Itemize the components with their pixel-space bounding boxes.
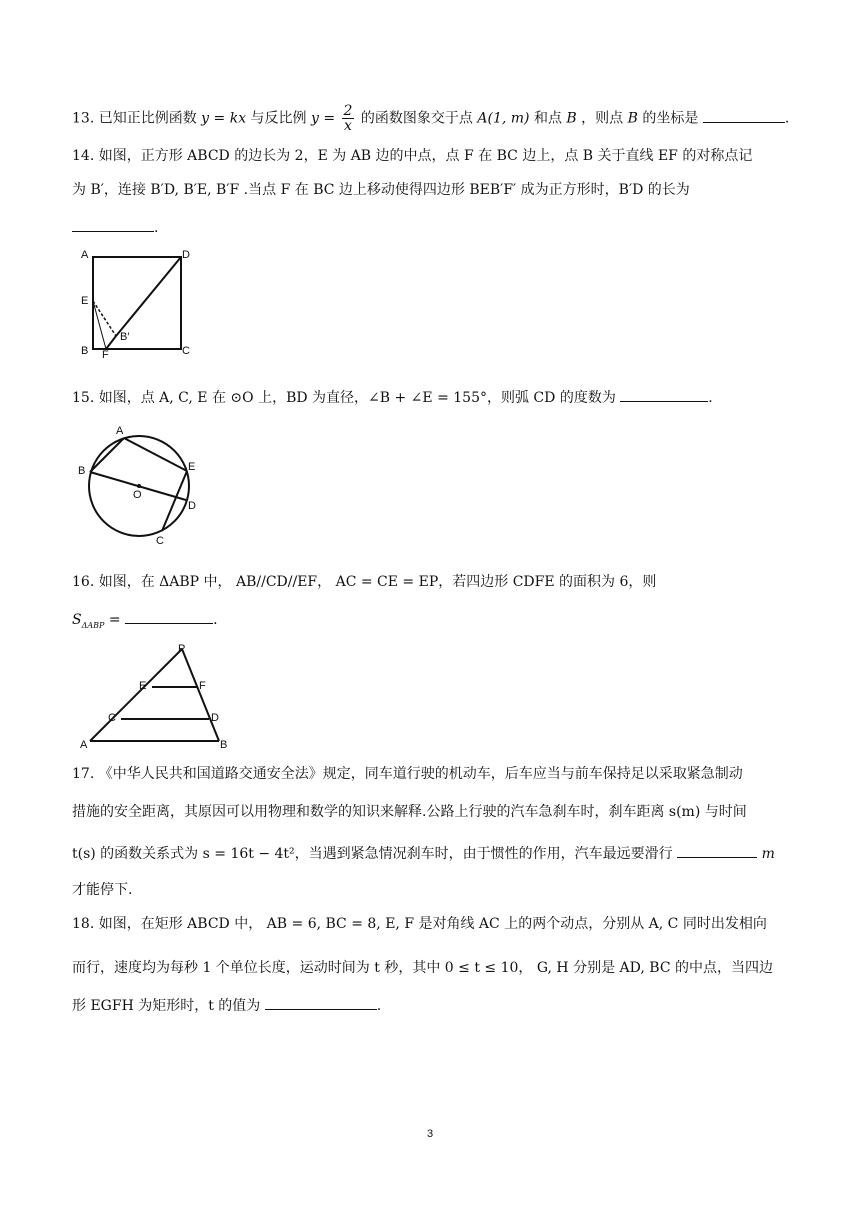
label-c: C — [156, 535, 164, 546]
question-15: 15. 如图，点 A, C, E 在 ⊙O 上，BD 为直径，∠B + ∠E = 155°，则弧 CD 的度数为 . — [72, 390, 713, 406]
label-a: A — [81, 249, 89, 261]
label-d: D — [188, 500, 196, 512]
label-f: F — [199, 680, 206, 692]
answer-blank[interactable] — [677, 845, 757, 858]
label-b: B — [78, 465, 86, 477]
question-number: 13. — [72, 110, 95, 127]
label-d: D — [211, 712, 219, 724]
label-e: E — [81, 295, 89, 307]
label-a: A — [80, 739, 88, 751]
label-a: A — [116, 425, 124, 437]
question-number: 15. — [72, 390, 95, 406]
label-d: D — [182, 249, 190, 261]
label-o: O — [133, 489, 142, 501]
question-17-line-4: 才能停下. — [72, 882, 133, 898]
question-number: 14. — [72, 148, 95, 164]
label-f: F — [102, 349, 109, 360]
label-b: B — [81, 345, 89, 357]
question-13: 13. 已知正比例函数 y = kx 与反比例 y = $\frac{2}{x}$ 的函数图象交于点 A(1, m) 和点 B ，则点 B 的坐标是 . — [72, 103, 790, 134]
question-number: 18. — [72, 916, 95, 932]
answer-blank[interactable] — [265, 997, 377, 1010]
question-18-line-2: 而行，速度均为每秒 1 个单位长度，运动时间为 t 秒，其中 0 ≤ t ≤ 10， G, H 分别是 AD, BC 的中点，当四边 — [72, 960, 773, 976]
label-b-prime: B′ — [120, 331, 130, 343]
question-number: 16. — [72, 574, 95, 590]
fraction: $\frac{2}{x}$ — [343, 103, 353, 134]
question-number: 17. — [72, 766, 95, 782]
question-18-line-3: 形 EGFH 为矩形时，t 的值为 . — [72, 998, 382, 1014]
label-e: E — [188, 461, 196, 473]
label-c: C — [108, 712, 116, 724]
label-p: P — [178, 643, 186, 655]
figure-square-abcd — [76, 244, 196, 360]
answer-blank[interactable] — [125, 611, 213, 624]
question-16-line-2: $S_{\Delta ABP}$ = . — [72, 612, 218, 630]
question-17-line-1: 17. 《中华人民共和国道路交通安全法》规定，同车道行驶的机动车，后车应当与前车保持足以采取紧急制动 — [72, 766, 743, 782]
label-c: C — [182, 345, 190, 357]
question-16-line-1: 16. 如图，在 ΔABP 中， AB//CD//EF， AC = CE = EP，若四边形 CDFE 的面积为 6，则 — [72, 574, 657, 590]
answer-blank[interactable] — [72, 219, 154, 232]
question-14-line-2: 为 B′，连接 B′D, B′E, B′F .当点 F 在 BC 边上移动使得四边形 BEB′F′ 成为正方形时，B′D 的长为 — [72, 182, 690, 198]
figure-triangle-abp — [76, 640, 236, 752]
question-18-line-1: 18. 如图，在矩形 ABCD 中， AB = 6, BC = 8, E, F 是对角线 AC 上的两个动点，分别从 A, C 同时出发相向 — [72, 916, 767, 932]
figure-circle-o — [76, 420, 206, 546]
question-17-line-2: 措施的安全距离，其原因可以用物理和数学的知识来解释.公路上行驶的汽车急刹车时，刹车距离 s(m) 与时间 — [72, 804, 747, 820]
question-17-line-3: t(s) 的函数关系式为 s = 16t − 4t²，当遇到紧急情况刹车时，由于惯性的作用，汽车最远要滑行 m — [72, 846, 775, 862]
answer-blank[interactable] — [620, 389, 708, 402]
question-14-line-1: 14. 如图，正方形 ABCD 的边长为 2，E 为 AB 边的中点，点 F 在 BC 边上，点 B 关于直线 EF 的对称点记 — [72, 148, 753, 164]
answer-blank[interactable] — [703, 110, 785, 123]
label-e: E — [139, 680, 147, 692]
label-b: B — [220, 739, 228, 751]
question-14-line-3: . — [72, 218, 158, 238]
page-number: 3 — [426, 1128, 434, 1140]
